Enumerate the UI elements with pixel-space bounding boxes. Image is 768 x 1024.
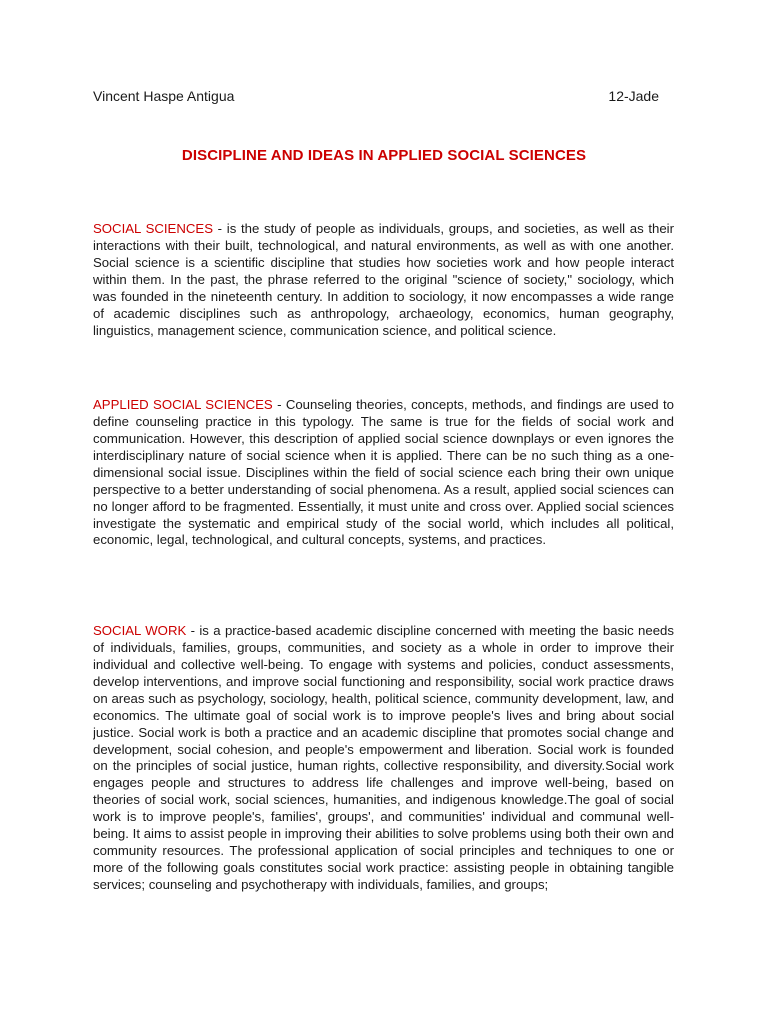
class-section: 12-Jade bbox=[608, 88, 659, 104]
document-header bbox=[93, 88, 659, 108]
paragraph-body: - is a practice-based academic discipline concerned with meeting the basic needs of individuals, families, groups, communities, and society as a whole in order to improve their individual and collective well-being. To engage with systems and policies, conduct assessments, develop interventions, and improve social functioning and responsibility, social work practice draws on areas such as psychology, sociology, health, political science, community development, law, and economics. The ultimate goal of social work is to improve people's lives and bring about social justice. Social work is both a practice and an academic discipline that promotes social change and development, social cohesion, and people's empowerment and liberation. Social work is founded on the principles of social justice, human rights, collective responsibility, and diversity.Social work engages people and structures to address life challenges and improve well-being, based on theories of social work, social sciences, humanities, and indigenous knowledge.The goal of social work is to improve people's, families', groups', and communities' individual and communal well-being. It aims to assist people in improving their abilities to solve problems using both their own and community resources. The professional application of social principles and techniques to one or more of the following goals constitutes social work practice: assisting people in obtaining tangible services; counseling and psychotherapy with individuals, families, and groups; bbox=[93, 623, 674, 892]
paragraph-social-sciences bbox=[93, 221, 674, 339]
paragraph-applied-social-sciences bbox=[93, 397, 674, 549]
term-social-sciences: SOCIAL SCIENCES bbox=[93, 221, 213, 237]
paragraph-body: - Counseling theories, concepts, methods, and findings are used to define counseling practice in this typology. The same is true for the fields of social work and communication. However, this description of applied social science downplays or even ignores the interdisciplinary nature of social science when it is applied. There can be no such thing as a one-dimensional social issue. Disciplines within the field of social science each bring their own unique perspective to a better understanding of social phenomena. As a result, applied social sciences can no longer afford to be fragmented. Essentially, it must unite and cross over. Applied social sciences investigate the systematic and empirical study of the social world, which includes all political, economic, legal, technological, and cultural concepts, systems, and practices. bbox=[93, 397, 674, 548]
term-social-work: SOCIAL WORK bbox=[93, 623, 187, 639]
document-title: DISCIPLINE AND IDEAS IN APPLIED SOCIAL SCIENCES bbox=[181, 147, 587, 164]
paragraph-social-work bbox=[93, 623, 674, 945]
term-applied-social-sciences: APPLIED SOCIAL SCIENCES bbox=[93, 397, 273, 413]
author-name: Vincent Haspe Antigua bbox=[93, 88, 235, 104]
paragraph-body: - is the study of people as individuals, groups, and societies, as well as their interactions with their built, technological, and natural environments, as well as with one another. Social science is a scientific discipline that studies how societies work and how people interact within them. In the past, the phrase referred to the original "science of society," sociology, which was founded in the nineteenth century. In addition to sociology, it now encompasses a wide range of academic disciplines such as anthropology, archaeology, economics, human geography, linguistics, management science, communication science, and political science. bbox=[93, 221, 675, 338]
